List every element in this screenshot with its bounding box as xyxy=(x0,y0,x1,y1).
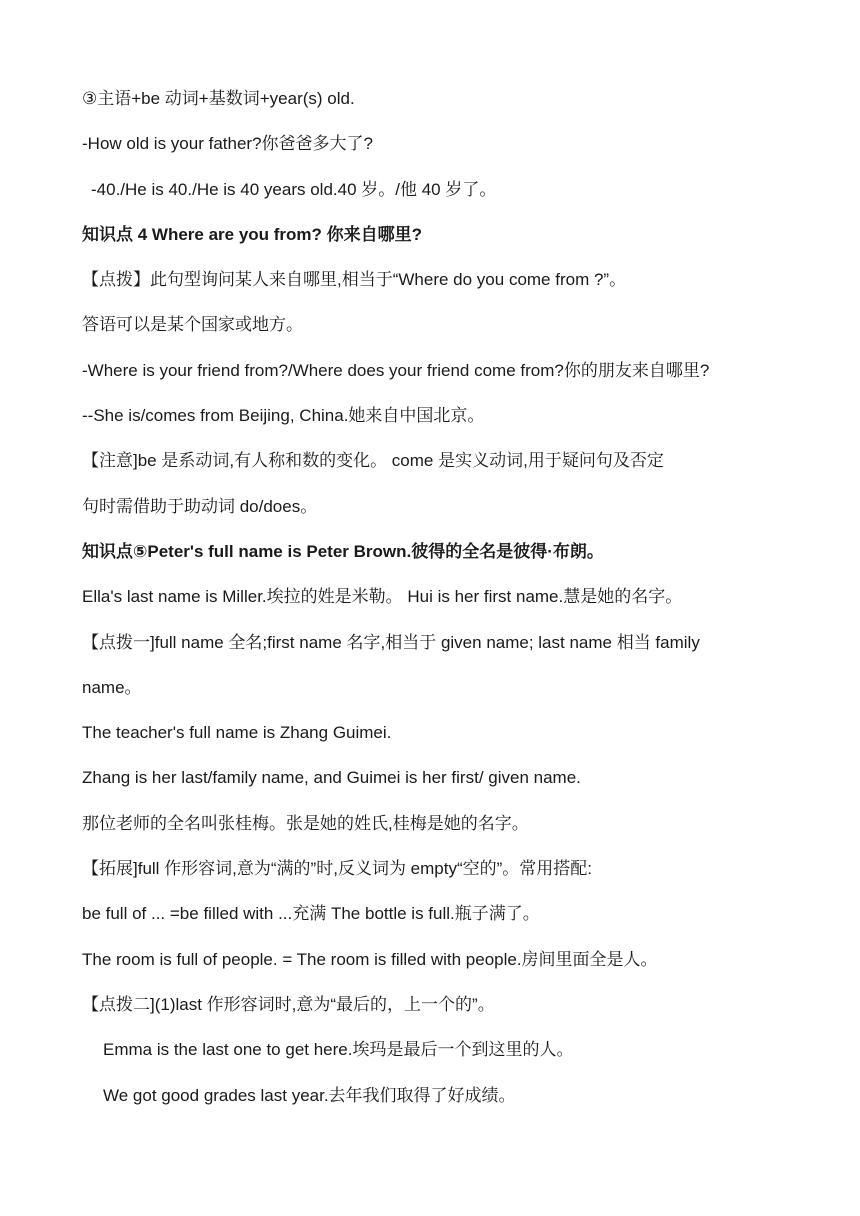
text-line-17: 那位老师的全名叫张桂梅。张是她的姓氏,桂梅是她的名字。 xyxy=(82,813,529,833)
text-line-6: 答语可以是某个国家或地方。 xyxy=(82,315,303,335)
text-line-20: The room is full of people. = The room is filled with people.房间里面全是人。 xyxy=(82,949,658,969)
text-line-1: ③主语+be 动词+基数词+year(s) old. xyxy=(82,89,355,108)
text-line-3: -40./He is 40./He is 40 years old.40 岁。/他 40 岁了。 xyxy=(91,179,497,199)
section-heading-4: 知识点 4 Where are you from? 你来自哪里? xyxy=(82,224,423,244)
text-line-14: name。 xyxy=(82,677,142,697)
text-line-8: --She is/comes from Beijing, China.她来自中国北京。 xyxy=(82,406,485,426)
text-line-16: Zhang is her last/family name, and Guimei is her first/ given name. xyxy=(82,768,581,788)
text-line-22: Emma is the last one to get here.埃玛是最后一个到这里的人。 xyxy=(103,1040,574,1060)
text-line-9: 【注意]be 是系动词,有人称和数的变化。 come 是实义动词,用于疑问句及否定 xyxy=(82,451,664,471)
text-line-19: be full of ... =be filled with ...充满 The bottle is full.瓶子满了。 xyxy=(82,904,540,924)
text-line-5: 【点拨】此句型询问某人来自哪里,相当于“Where do you come from ?”。 xyxy=(82,270,627,290)
text-line-21: 【点拨二](1)last 作形容词时,意为“最后的，上一个的”。 xyxy=(82,994,495,1014)
text-line-15: The teacher's full name is Zhang Guimei. xyxy=(82,723,392,743)
text-line-7: -Where is your friend from?/Where does your friend come from?你的朋友来自哪里? xyxy=(82,360,710,380)
text-line-18: 【拓展]full 作形容词,意为“满的”时,反义词为 empty“空的”。常用搭配: xyxy=(82,859,593,879)
text-line-12: Ella's last name is Miller.埃拉的姓是米勒。 Hui is her first name.慧是她的名字。 xyxy=(82,587,683,607)
text-line-10: 句时需借助于助动词 do/does。 xyxy=(82,496,318,516)
document-page xyxy=(82,88,802,1130)
section-heading-5: 知识点⑤Peter's full name is Peter Brown.彼得的全名是彼得·布朗。 xyxy=(82,541,604,561)
text-line-23: We got good grades last year.去年我们取得了好成绩。 xyxy=(103,1085,516,1105)
text-line-13: 【点拨一]full name 全名;first name 名字,相当于 given name; last name 相当 family xyxy=(82,632,700,652)
text-line-2: -How old is your father?你爸爸多大了? xyxy=(82,134,373,154)
